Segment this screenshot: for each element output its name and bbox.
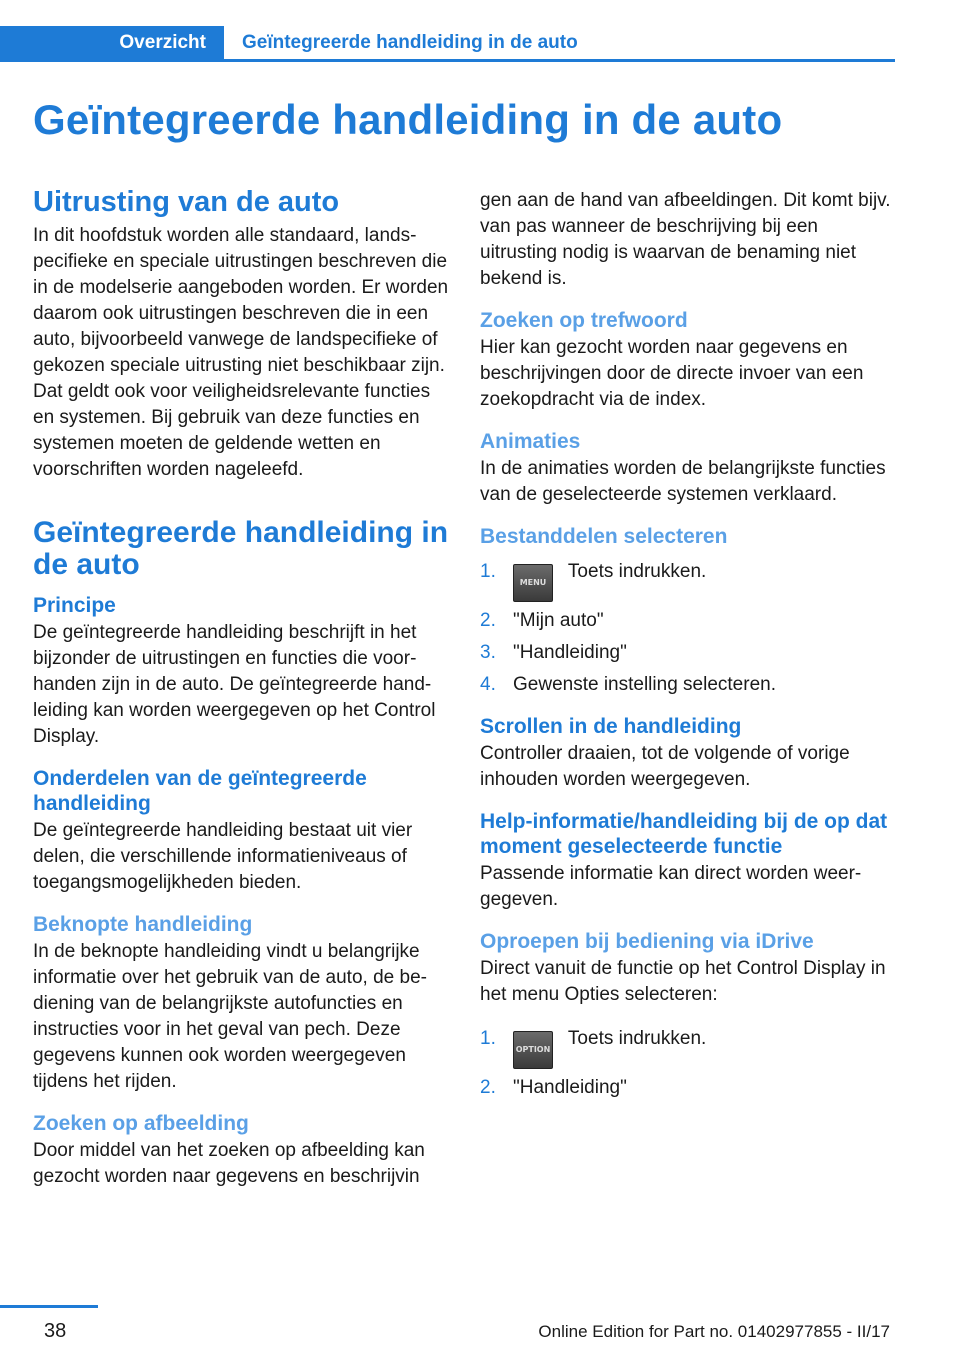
- list-item: [480, 672, 900, 698]
- step-number: 3.: [480, 642, 496, 663]
- subheading-help-informatie: Help-informatie/handleiding bij de op dat moment geselecteerde functie: [480, 810, 888, 858]
- paragraph-beknopte-handleiding: In de beknopte handleiding vindt u belangrijke informatie over het gebruik van de auto, de bediening van de belangrijkste autofuncties en instructies voor in het geval van pech. Deze gegevens kunnen ook worden weergegeven tijdens het rijden.: [33, 941, 427, 1092]
- paragraph-oproepen-idrive: Direct vanuit de functie op het Control Display in het menu Opties selecteren:: [480, 958, 886, 1005]
- edition-note: Online Edition for Part no. 01402977855 - II/17: [538, 1322, 890, 1341]
- tab-overzicht-label: Overzicht: [119, 32, 206, 53]
- subheading-zoeken-trefwoord: Zoeken op trefwoord: [480, 309, 688, 332]
- paragraph-scrollen: Controller draaien, tot de volgende of vorige inhouden worden weergegeven.: [480, 743, 850, 790]
- subheading-onderdelen: Onderdelen van de geïntegreerde handleiding: [33, 767, 367, 815]
- subheading-animaties: Animaties: [480, 430, 581, 453]
- list-item: [480, 559, 900, 602]
- step-text: Gewenste instelling selecteren.: [513, 674, 776, 695]
- header-tab-bar: [0, 26, 895, 62]
- step-number: 4.: [480, 674, 496, 695]
- steps-oproepen: [480, 1026, 900, 1101]
- left-column: [33, 186, 453, 1190]
- list-item: [480, 640, 900, 666]
- option-button-icon: OPTION: [513, 1031, 553, 1069]
- subheading-bestanddelen: Bestanddelen selecteren: [480, 525, 728, 548]
- step-text: Toets indrukken.: [563, 1028, 707, 1049]
- step-number: 2.: [480, 1077, 496, 1098]
- paragraph-onderdelen: De geïntegreerde handleiding bestaat uit vier delen, die verschillende informatieniveaus of toegangsmogelijkheden bieden.: [33, 820, 413, 893]
- subheading-zoeken-afbeelding: Zoeken op afbeelding: [33, 1112, 249, 1135]
- footer-divider: [0, 1305, 98, 1308]
- step-number: 2.: [480, 610, 496, 631]
- subheading-scrollen: Scrollen in de handleiding: [480, 715, 742, 738]
- paragraph-uitrusting: In dit hoofdstuk worden alle standaard, landspecifieke en speciale uitrustingen beschreven die in de modelserie aangeboden worden. Er worden daarom ook uitrustingen beschreven die in een auto, bijvoorbeeld vanwege de landspecifieke of gekozen speciale uitrusting niet beschikbaar zijn. Dat geldt ook voor veiligheidsrelevante functies en systemen. Bij gebruik van deze functies en systemen moeten de geldende wetten en voorschriften worden nageleefd.: [33, 225, 449, 480]
- paragraph-help-informatie: Passende informatie kan direct worden weergegeven.: [480, 863, 862, 910]
- steps-bestanddelen: [480, 559, 900, 698]
- right-column: [480, 188, 900, 1107]
- step-text: "Mijn auto": [513, 610, 604, 631]
- step-number: 1.: [480, 1028, 496, 1049]
- step-text: Toets indrukken.: [563, 561, 707, 582]
- section-title-tab[interactable]: Geïntegreerde handleiding in de auto: [242, 32, 578, 53]
- step-text: "Handleiding": [513, 642, 627, 663]
- subheading-principe: Principe: [33, 594, 116, 617]
- step-number: 1.: [480, 561, 496, 582]
- paragraph-zoeken-trefwoord: Hier kan gezocht worden naar gegevens en beschrijvingen door de directe invoer van een zoekopdracht via de index.: [480, 337, 864, 410]
- page-title: Geïntegreerde handleiding in de auto: [33, 96, 783, 143]
- paragraph-principe: De geïntegreerde handleiding beschrijft in het bijzonder de uitrustingen en functies die voorhanden zijn in de auto. De geïntegreerde handleiding kan worden weergegeven op het Control Display.: [33, 622, 436, 747]
- paragraph-animaties: In de animaties worden de belangrijkste functies van de geselecteerde systemen verklaard.: [480, 458, 886, 505]
- step-text: "Handleiding": [513, 1077, 627, 1098]
- subheading-oproepen-idrive: Oproepen bij bediening via iDrive: [480, 930, 814, 953]
- list-item: [480, 1026, 900, 1069]
- page-number: 38: [44, 1320, 67, 1342]
- list-item: [480, 1075, 900, 1101]
- list-item: [480, 608, 900, 634]
- section-heading-integrated-manual: Geïntegreerde handleiding in de auto: [33, 516, 449, 581]
- tab-overzicht[interactable]: [0, 26, 224, 62]
- subheading-beknopte-handleiding: Beknopte handleiding: [33, 913, 253, 936]
- section-heading-uitrusting: Uitrusting van de auto: [33, 186, 340, 218]
- paragraph-zoeken-afbeelding-cont: gen aan de hand van afbeeldingen. Dit komt bijv. van pas wanneer de beschrijving bij een uitrusting nodig is waarvan de benaming niet bekend is.: [480, 190, 891, 289]
- paragraph-zoeken-afbeelding: Door middel van het zoeken op afbeelding kan gezocht worden naar gegevens en beschrijvin: [33, 1140, 425, 1187]
- header-divider: [224, 59, 895, 62]
- menu-button-icon: MENU: [513, 564, 553, 602]
